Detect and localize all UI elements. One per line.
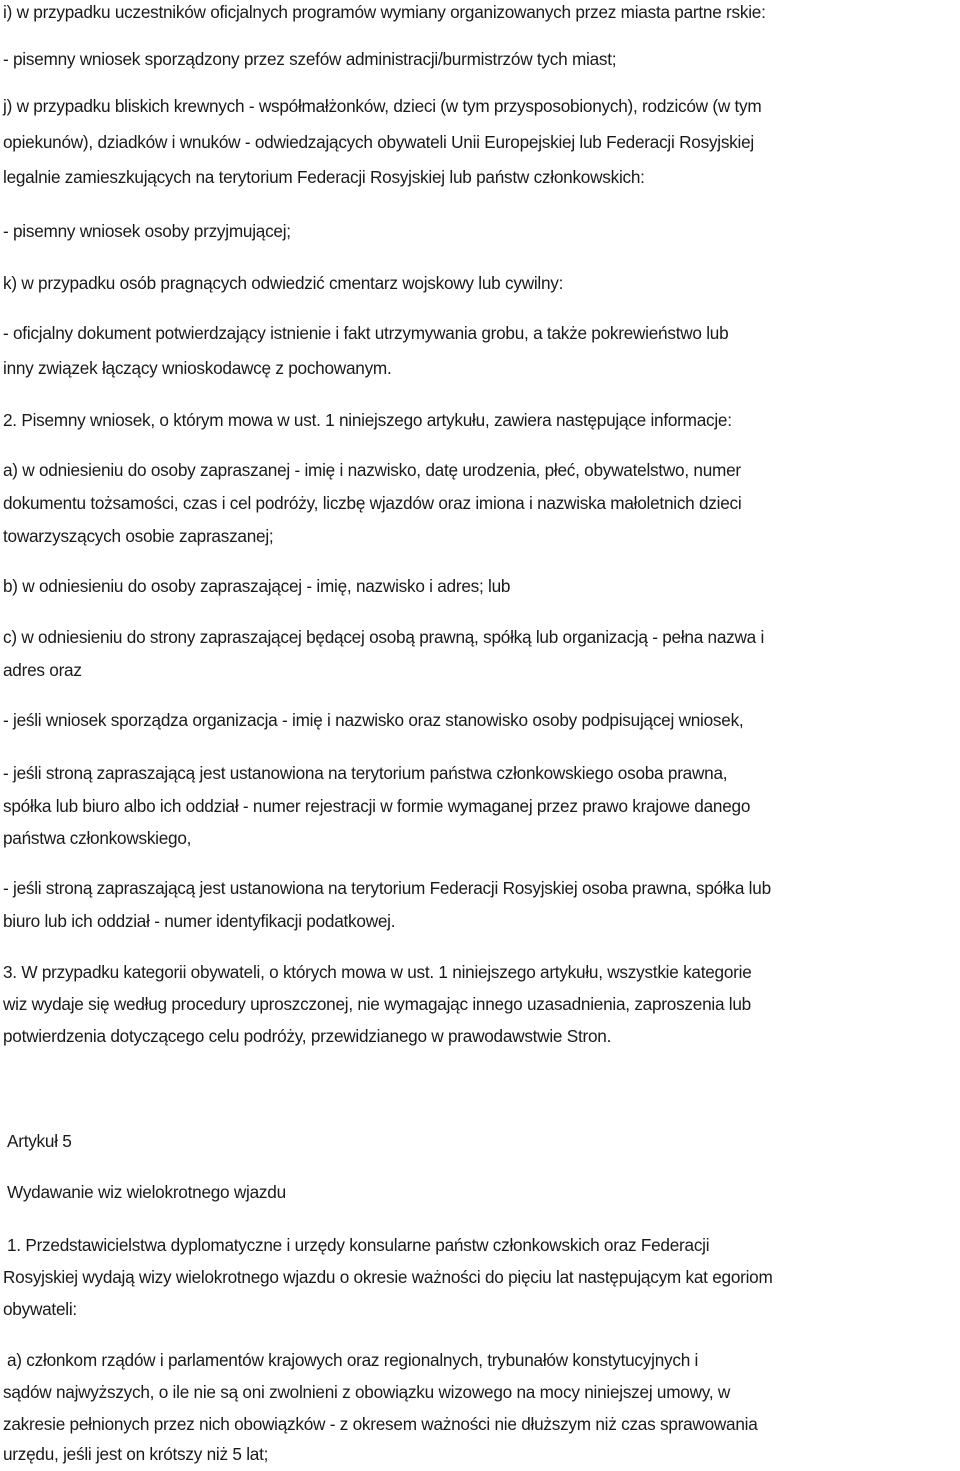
text-line: państwa członkowskiego, <box>3 828 192 848</box>
text-line: c) w odniesieniu do strony zapraszającej będącej osobą prawną, spółką lub organizacją - pełna nazwa i <box>3 627 765 647</box>
text-line: towarzyszących osobie zapraszanej; <box>3 526 274 546</box>
text-line: obywateli: <box>3 1299 77 1319</box>
text-line: spółka lub biuro albo ich oddział - numer rejestracji w formie wymaganej przez prawo krajowe danego <box>3 796 751 816</box>
text-line: inny związek łączący wnioskodawcę z pochowanym. <box>3 358 392 378</box>
text-line: wiz wydaje się według procedury uproszczonej, nie wymagając innego uzasadnienia, zaproszenia lub <box>3 994 751 1014</box>
text-line: sądów najwyższych, o ile nie są oni zwolnieni z obowiązku wizowego na mocy niniejszej umowy, w <box>3 1382 731 1402</box>
text-line: urzędu, jeśli jest on krótszy niż 5 lat; <box>3 1444 269 1464</box>
text-line: dokumentu tożsamości, czas i cel podróży, liczbę wjazdów oraz imiona i nazwiska małoletnich dzieci <box>3 493 742 513</box>
text-line: a) członkom rządów i parlamentów krajowych oraz regionalnych, trybunałów konstytucyjnych i <box>7 1350 699 1370</box>
text-line: opiekunów), dziadków i wnuków - odwiedzających obywateli Unii Europejskiej lub Federacji Rosyjskiej <box>3 132 754 152</box>
text-line: 2. Pisemny wniosek, o którym mowa w ust. 1 niniejszego artykułu, zawiera następujące informacje: <box>3 410 732 430</box>
text-line: - pisemny wniosek sporządzony przez szefów administracji/burmistrzów tych miast; <box>3 49 617 69</box>
text-line: 1. Przedstawicielstwa dyplomatyczne i urzędy konsularne państw członkowskich oraz Federacji <box>7 1235 710 1255</box>
article-heading: Artykuł 5 <box>7 1131 72 1151</box>
text-line: - pisemny wniosek osoby przyjmującej; <box>3 221 291 241</box>
text-line: i) w przypadku uczestników oficjalnych programów wymiany organizowanych przez miasta partne rskie: <box>3 2 766 22</box>
text-line: a) w odniesieniu do osoby zapraszanej - imię i nazwisko, datę urodzenia, płeć, obywatelstwo, numer <box>3 460 741 480</box>
text-line: k) w przypadku osób pragnących odwiedzić cmentarz wojskowy lub cywilny: <box>3 273 564 293</box>
text-line: potwierdzenia dotyczącego celu podróży, przewidzianego w prawodawstwie Stron. <box>3 1026 612 1046</box>
text-line: adres oraz <box>3 660 82 680</box>
text-line: zakresie pełnionych przez nich obowiązków - z okresem ważności nie dłuższym niż czas sprawowania <box>3 1414 758 1434</box>
article-title: Wydawanie wiz wielokrotnego wjazdu <box>7 1182 286 1202</box>
text-line: - oficjalny dokument potwierdzający istnienie i fakt utrzymywania grobu, a także pokrewieństwo lub <box>3 323 729 343</box>
text-line: - jeśli stroną zapraszającą jest ustanowiona na terytorium Federacji Rosyjskiej osoba prawna, spółka lub <box>3 878 771 898</box>
text-line: - jeśli wniosek sporządza organizacja - imię i nazwisko oraz stanowisko osoby podpisującej wniosek, <box>3 710 744 730</box>
text-line: j) w przypadku bliskich krewnych - współmałżonków, dzieci (w tym przysposobionych), rodziców (w tym <box>3 96 762 116</box>
text-line: legalnie zamieszkujących na terytorium Federacji Rosyjskiej lub państw członkowskich: <box>3 167 645 187</box>
text-line: biuro lub ich oddział - numer identyfikacji podatkowej. <box>3 911 396 931</box>
text-line: 3. W przypadku kategorii obywateli, o których mowa w ust. 1 niniejszego artykułu, wszystkie kategorie <box>3 962 752 982</box>
text-line: b) w odniesieniu do osoby zapraszającej - imię, nazwisko i adres; lub <box>3 576 511 596</box>
text-line: Rosyjskiej wydają wizy wielokrotnego wjazdu o okresie ważności do pięciu lat następującym kat egoriom <box>3 1267 773 1287</box>
text-line: - jeśli stroną zapraszającą jest ustanowiona na terytorium państwa członkowskiego osoba prawna, <box>3 763 728 783</box>
